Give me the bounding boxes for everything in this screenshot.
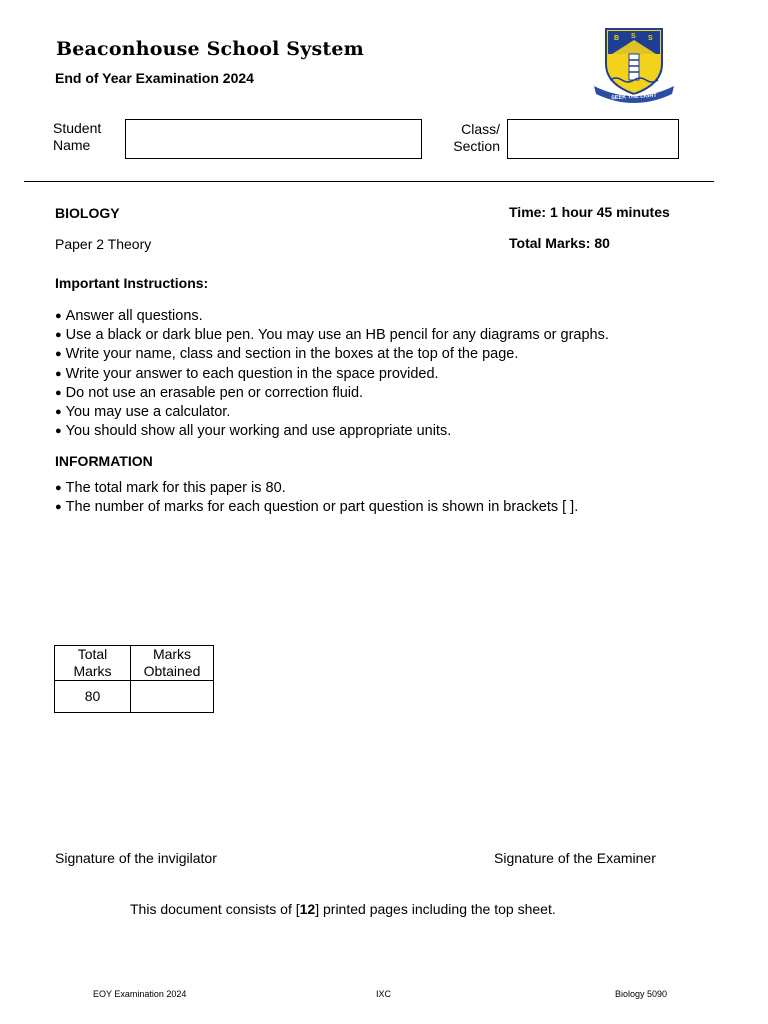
class-section-box[interactable] bbox=[507, 119, 679, 159]
list-item: ● Answer all questions. bbox=[55, 308, 203, 324]
student-name-label: Student Name bbox=[53, 120, 102, 153]
school-logo bbox=[592, 26, 676, 104]
list-item: ● Do not use an erasable pen or correction fluid. bbox=[55, 384, 364, 401]
header-divider bbox=[24, 181, 714, 182]
marks-table bbox=[54, 645, 214, 713]
bullet-icon: ● bbox=[55, 482, 62, 494]
total-marks-header: Total Marks bbox=[55, 646, 131, 681]
bullet-icon: ● bbox=[55, 425, 62, 438]
school-name: Beaconhouse School System bbox=[56, 38, 364, 60]
lighthouse-tower bbox=[629, 54, 639, 80]
list-item: ● You may use a calculator. bbox=[55, 404, 231, 421]
bullet-icon: ● bbox=[55, 329, 62, 342]
information-list bbox=[55, 479, 578, 517]
footer-left: EOY Examination 2024 bbox=[93, 989, 187, 999]
table-row bbox=[55, 681, 214, 713]
information-heading: INFORMATION bbox=[55, 453, 153, 469]
footer-right: Biology 5090 bbox=[615, 989, 668, 999]
bullet-icon: ● bbox=[55, 386, 62, 399]
exam-time: Time: 1 hour 45 minutes bbox=[509, 204, 670, 220]
bullet-icon: ● bbox=[55, 406, 62, 419]
bullet-icon: ● bbox=[55, 501, 62, 514]
list-item: ● The number of marks for each question or part question is shown in brackets [ ]. bbox=[55, 499, 579, 516]
page-count: 12 bbox=[299, 901, 316, 917]
bullet-icon: ● bbox=[55, 310, 62, 322]
instructions-heading: Important Instructions: bbox=[55, 275, 209, 291]
list-item: ● Write your answer to each question in the space provided. bbox=[55, 365, 439, 382]
page-count-note: This document consists of [12] printed pages including the top sheet. bbox=[130, 901, 556, 917]
instructions-list bbox=[55, 307, 609, 441]
logo-letter-b: B bbox=[614, 35, 620, 42]
exam-title: End of Year Examination 2024 bbox=[55, 70, 254, 86]
total-marks-value: 80 bbox=[55, 681, 131, 713]
paper-title: Paper 2 Theory bbox=[55, 236, 152, 252]
marks-obtained-header: Marks Obtained bbox=[131, 646, 214, 681]
bullet-icon: ● bbox=[55, 367, 62, 380]
list-item: ● The total mark for this paper is 80. bbox=[55, 480, 286, 496]
list-item: ● You should show all your working and use appropriate units. bbox=[55, 423, 452, 440]
logo-letter-s1: S bbox=[631, 33, 636, 40]
list-item: ● Use a black or dark blue pen. You may use an HB pencil for any diagrams or graphs. bbox=[55, 327, 609, 344]
logo-letter-s2: S bbox=[648, 35, 653, 42]
total-marks: Total Marks: 80 bbox=[509, 235, 610, 251]
bullet-icon: ● bbox=[55, 348, 62, 361]
class-section-label: Class/ Section bbox=[453, 121, 500, 154]
invigilator-signature-label: Signature of the invigilator bbox=[55, 850, 217, 866]
student-name-box[interactable] bbox=[125, 119, 422, 159]
logo-motto: SEEK THE LIGHT bbox=[611, 92, 657, 102]
examiner-signature-label: Signature of the Examiner bbox=[494, 850, 656, 866]
marks-obtained-cell[interactable] bbox=[131, 681, 214, 713]
subject-name: BIOLOGY bbox=[55, 205, 120, 221]
table-row bbox=[55, 646, 214, 681]
list-item: ● Write your name, class and section in the boxes at the top of the page. bbox=[55, 346, 519, 363]
footer-center: IXC bbox=[376, 989, 392, 999]
